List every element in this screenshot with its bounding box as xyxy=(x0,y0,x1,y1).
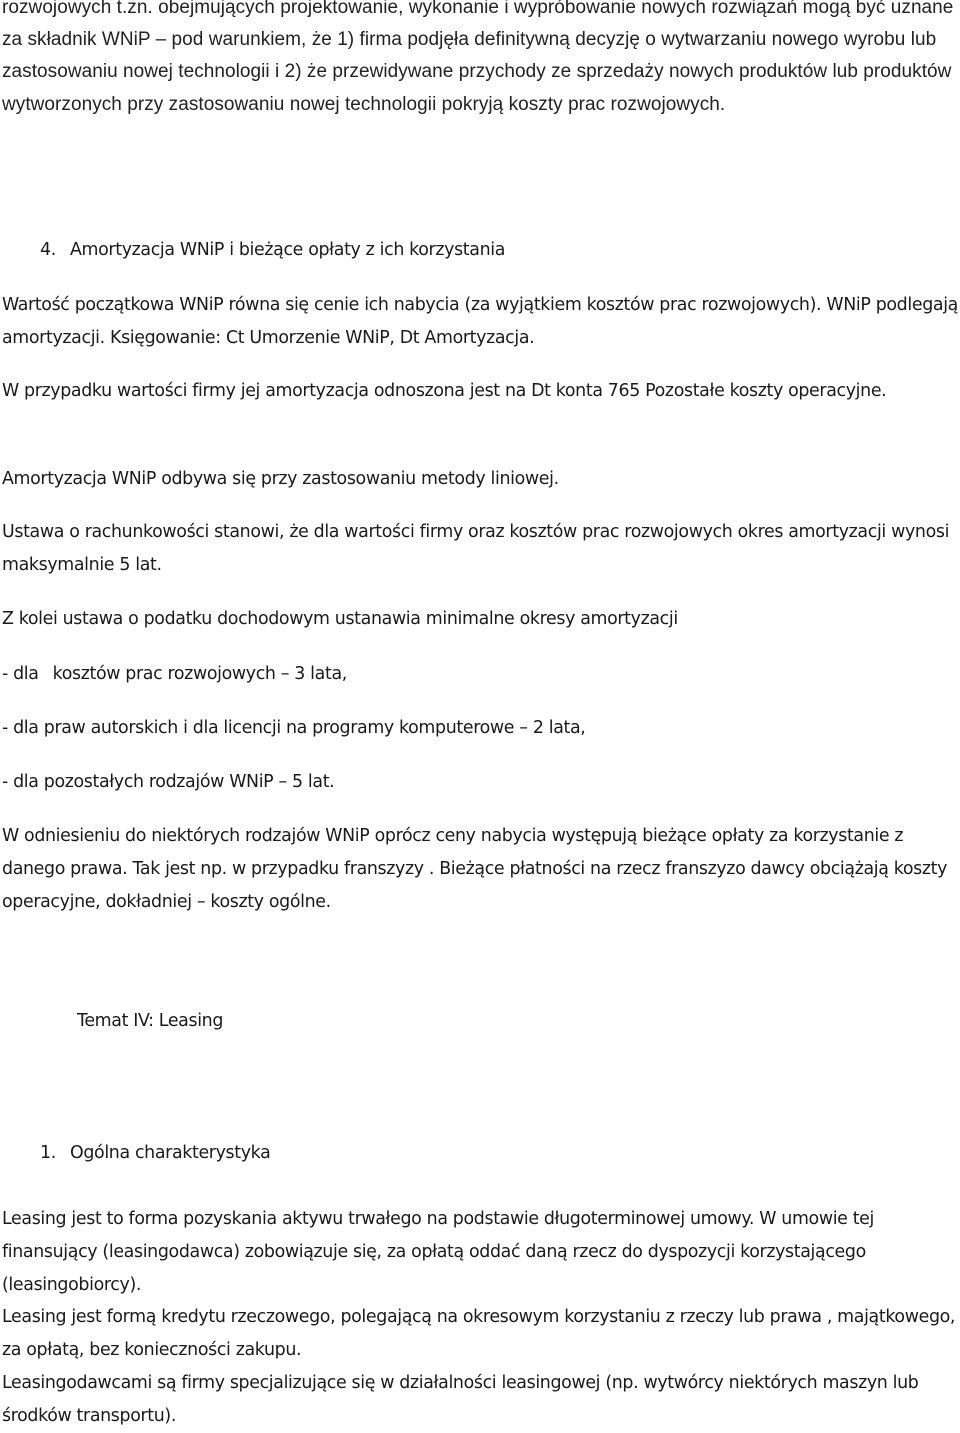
paragraph-initial-value: Wartość początkowa WNiP równa się cenie ich nabycia (za wyjątkiem kosztów prac rozwojowych). WNiP podlegają amortyzacji. Księgowanie: Ct Umorzenie WNiP, Dt Amortyzacja. xyxy=(2,295,958,348)
leasing-paragraph-credit: Leasing jest formą kredytu rzeczowego, polegającą na okresowym korzystaniu z rzeczy lub prawa , majątkowego, za opłatą, bez konieczności zakupu. xyxy=(2,1307,956,1360)
paragraph-tax-act: Z kolei ustawa o podatku dochodowym ustanawia minimalne okresy amortyzacji xyxy=(2,609,678,629)
section-1-title: Ogólna charakterystyka xyxy=(70,1143,271,1163)
intro-paragraph: rozwojowych t.zn. obejmujących projektowanie, wykonanie i wypróbowanie nowych rozwiązań mogą być uznane za składnik WNiP – pod warunkiem, że 1) firma podjęła definitywną decyzję o wytwarzaniu nowego wyrobu lub zastosowaniu nowej technologii i 2) że przewidywane przychody ze sprzedaży nowych produktów lub produktów wytworzonych przy zastosowaniu nowej technologii pokryją koszty prac rozwojowych. xyxy=(2,0,954,115)
paragraph-goodwill: W przypadku wartości firmy jej amortyzacja odnoszona jest na Dt konta 765 Pozostałe koszty operacyjne. xyxy=(2,381,887,401)
topic-heading: Temat IV: Leasing xyxy=(77,1011,224,1031)
list-item-text: kosztów prac rozwojowych – 3 lata, xyxy=(52,664,347,684)
leasing-paragraph-definition: Leasing jest to forma pozyskania aktywu trwałego na podstawie długoterminowej umowy. W umowie tej finansujący (leasingodawca) zobowiązuje się, za opłatą oddać daną rzecz do dyspozycji korzystającego (leasingobiorcy). xyxy=(2,1209,875,1295)
section-1-number: 1. xyxy=(40,1143,56,1163)
paragraph-accounting-act: Ustawa o rachunkowości stanowi, że dla wartości firmy oraz kosztów prac rozwojowych okres amortyzacji wynosi maksymalnie 5 lat. xyxy=(2,522,950,575)
leasing-paragraph-lessors: Leasingodawcami są firmy specjalizujące się w działalności leasingowej (np. wytwórcy niektórych maszyn lub środków transportu). xyxy=(2,1373,919,1426)
section-1-heading xyxy=(40,1137,270,1170)
list-item-development-costs xyxy=(2,658,958,691)
section-4-heading xyxy=(40,234,505,267)
list-item-prefix: - dla xyxy=(2,664,39,684)
paragraph-linear-method: Amortyzacja WNiP odbywa się przy zastosowaniu metody liniowej. xyxy=(2,469,559,489)
section-4-number: 4. xyxy=(40,240,56,260)
paragraph-ongoing-fees: W odniesieniu do niektórych rodzajów WNiP oprócz ceny nabycia występują bieżące opłaty za korzystanie z danego prawa. Tak jest np. w przypadku franszyzy . Bieżące płatności na rzecz franszyzo dawcy obciążają koszty operacyjne, dokładniej – koszty ogólne. xyxy=(2,826,948,912)
list-item-copyrights: - dla praw autorskich i dla licencji na programy komputerowe – 2 lata, xyxy=(2,718,586,738)
section-4-title: Amortyzacja WNiP i bieżące opłaty z ich korzystania xyxy=(70,240,506,260)
list-item-other-wnip: - dla pozostałych rodzajów WNiP – 5 lat. xyxy=(2,772,335,792)
